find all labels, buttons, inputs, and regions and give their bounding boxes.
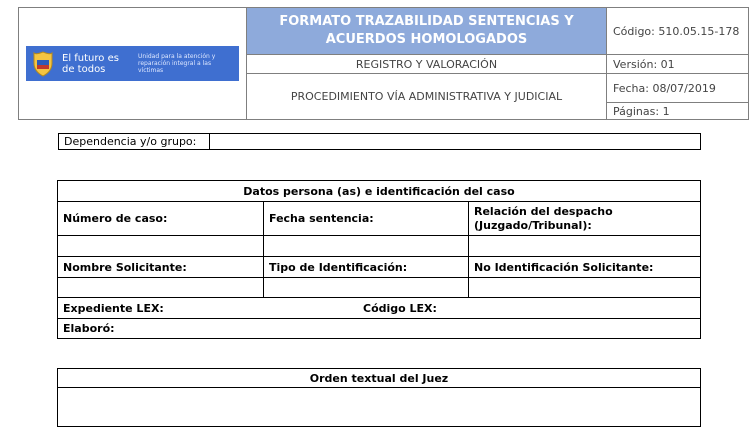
version-cell <box>606 54 749 74</box>
document-title <box>246 7 607 55</box>
fecha-sentencia-field[interactable] <box>263 235 469 257</box>
tipo-identificacion-label <box>263 256 469 278</box>
relacion-despacho-text: Relación del despacho (Juzgado/Tribunal): <box>474 204 613 232</box>
pages-cell <box>606 102 749 120</box>
nombre-solicitante-text: Nombre Solicitante: <box>63 260 187 274</box>
code-text: Código: 510.05.15-178 <box>613 24 740 38</box>
section-orden-juez-text: Orden textual del Juez <box>309 371 449 385</box>
elaboro-label: Elaboró: <box>63 322 115 335</box>
relacion-despacho-field[interactable] <box>468 235 701 257</box>
codigo-lex-label: Código LEX: <box>363 301 437 315</box>
dependencia-label-text: Dependencia y/o grupo: <box>64 135 197 148</box>
fecha-sentencia-text: Fecha sentencia: <box>269 212 374 225</box>
nombre-solicitante-label <box>57 256 264 278</box>
date-text: Fecha: 08/07/2019 <box>613 81 716 95</box>
expediente-row[interactable] <box>57 297 701 319</box>
dependencia-label <box>58 133 210 150</box>
logo-banner <box>26 46 239 81</box>
process-name <box>246 73 607 120</box>
date-cell <box>606 73 749 103</box>
no-identificacion-label <box>468 256 701 278</box>
no-identificacion-field[interactable] <box>468 277 701 298</box>
version-text: Versión: 01 <box>613 57 675 71</box>
fecha-sentencia-label <box>263 201 469 236</box>
numero-caso-text: Número de caso: <box>63 212 168 225</box>
logo-sub-text: Unidad para la atención y reparación integral a las víctimas <box>138 53 216 74</box>
tipo-identificacion-text: Tipo de Identificación: <box>269 260 408 274</box>
pages-text: Páginas: 1 <box>613 104 670 118</box>
dependencia-field[interactable] <box>209 133 701 150</box>
process-name-text: PROCEDIMIENTO VÍA ADMINISTRATIVA Y JUDICIAL <box>290 90 563 103</box>
document-subtitle-text: REGISTRO Y VALORACIÓN <box>355 57 498 71</box>
document-subtitle <box>246 54 607 74</box>
elaboro-row[interactable] <box>57 318 701 339</box>
nombre-solicitante-field[interactable] <box>57 277 264 298</box>
section-datos-persona-title <box>57 180 701 202</box>
numero-caso-field[interactable] <box>57 235 264 257</box>
no-identificacion-text: No Identificación Solicitante: <box>474 260 654 274</box>
logo-main-text: El futuro es de todos <box>62 52 119 75</box>
numero-caso-label <box>57 201 264 236</box>
section-datos-persona-text: Datos persona (as) e identificación del caso <box>243 184 515 198</box>
relacion-despacho-label <box>468 201 701 236</box>
section-orden-juez-title <box>57 368 701 388</box>
document-title-text: FORMATO TRAZABILIDAD SENTENCIAS Y ACUERDOS HOMOLOGADOS <box>279 14 574 47</box>
expediente-lex-label: Expediente LEX: <box>63 301 164 315</box>
coat-of-arms-icon <box>32 51 54 77</box>
code-cell <box>606 7 749 55</box>
orden-juez-field[interactable] <box>57 387 701 427</box>
tipo-identificacion-field[interactable] <box>263 277 469 298</box>
